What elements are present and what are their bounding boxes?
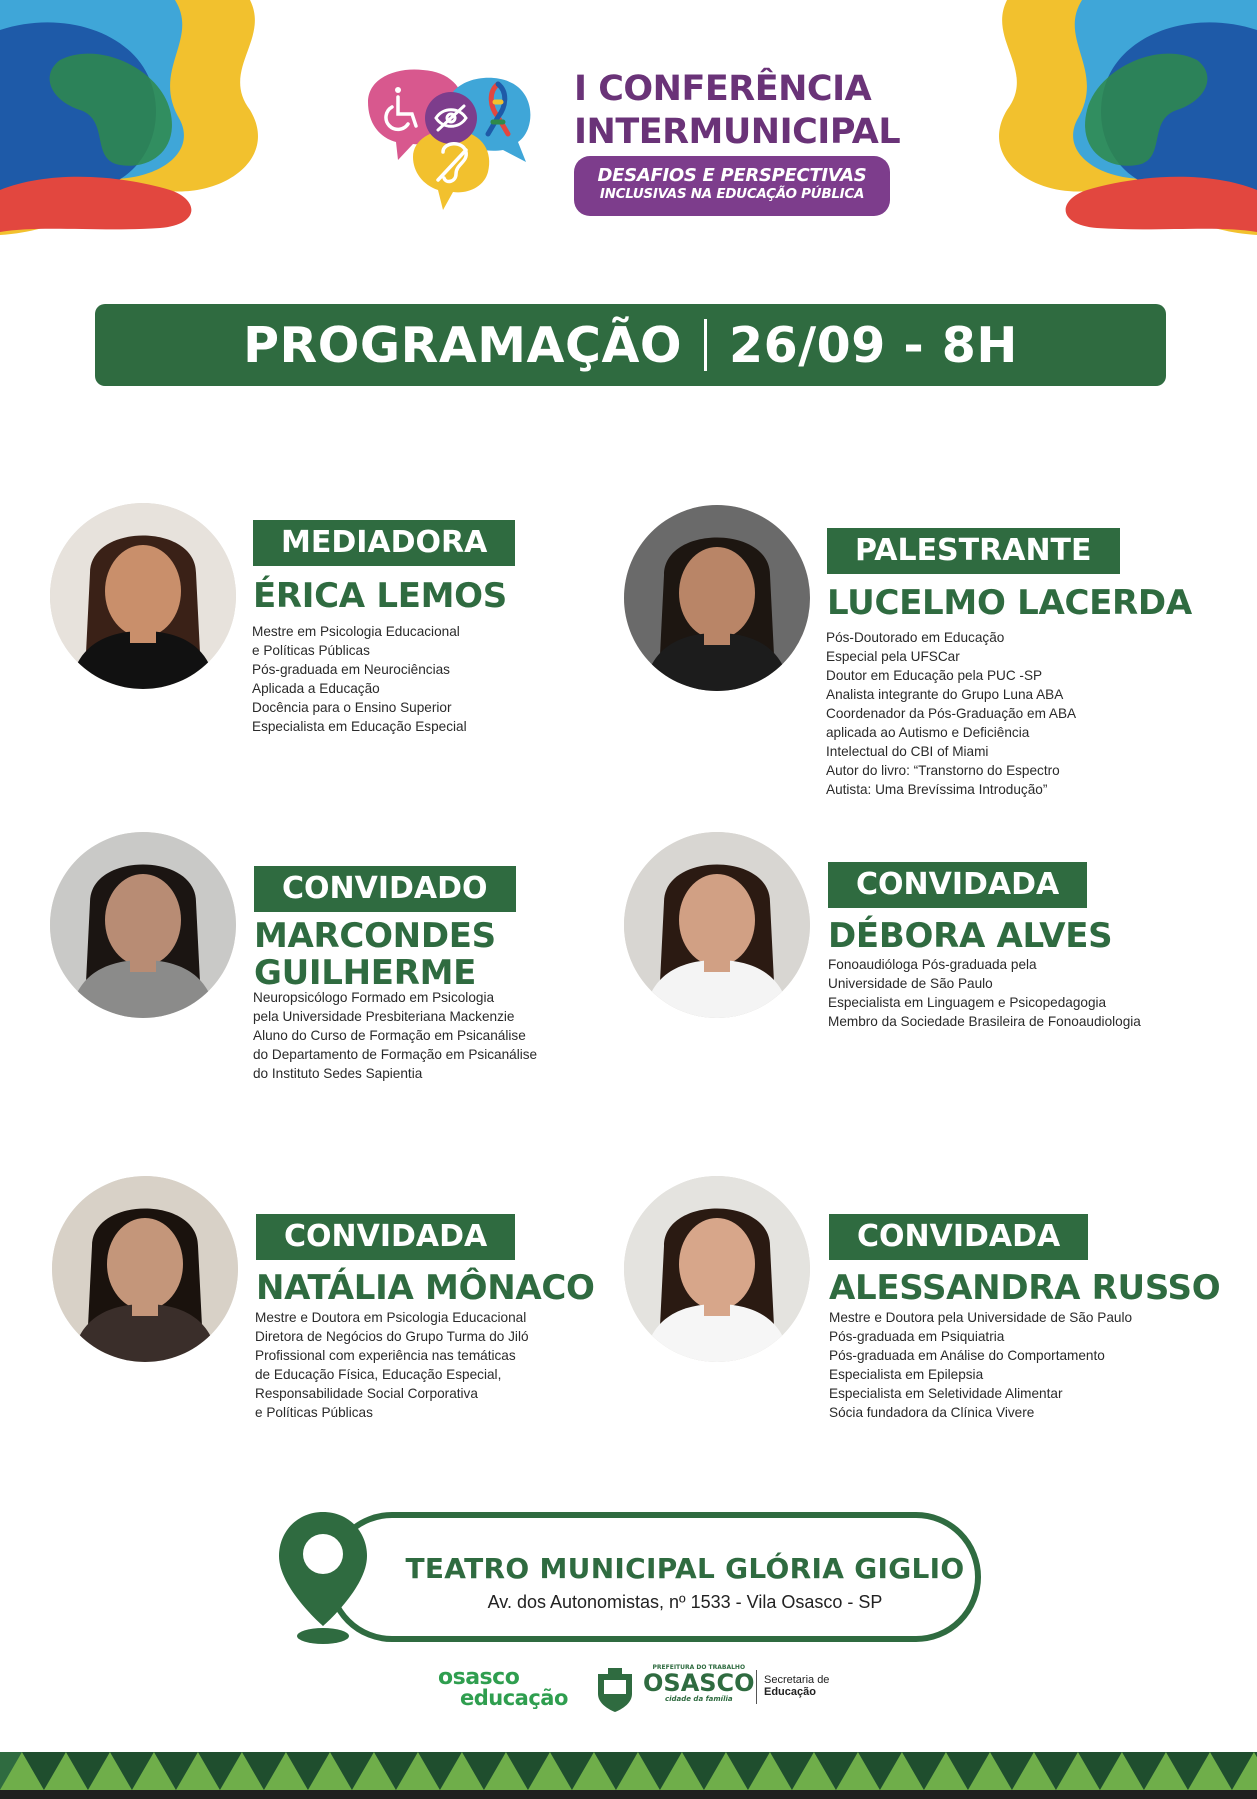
speaker-bio-line: Pós-Doutorado em Educação — [826, 630, 1005, 645]
secretaria-line1: Secretaria de — [764, 1674, 830, 1686]
speaker-bio-line: do Departamento de Formação em Psicanálise — [253, 1047, 538, 1062]
subtitle-line1: DESAFIOS E PERSPECTIVAS — [597, 165, 867, 186]
speaker-photo — [52, 1176, 238, 1362]
speaker-bio — [255, 1308, 529, 1422]
speaker-bio-line: Responsabilidade Social Corporativa — [255, 1386, 478, 1401]
speaker-bio — [252, 622, 467, 736]
speaker-bio — [253, 988, 537, 1083]
osasco-educacao-logo — [438, 1665, 568, 1710]
subtitle-line2: INCLUSIVAS NA EDUCAÇÃO PÚBLICA — [599, 186, 865, 202]
speaker-bio-line: Pós-graduada em Neurociências — [252, 662, 450, 677]
prefeitura-top-text: PREFEITURA DO TRABALHO — [652, 1664, 746, 1671]
speaker-name-line: NATÁLIA MÔNACO — [256, 1268, 595, 1308]
program-separator — [704, 319, 707, 371]
speaker-name — [828, 918, 1112, 955]
speech-bubbles-logo — [358, 62, 548, 222]
speaker-bio-line: Mestre e Doutora pela Universidade de São Paulo — [829, 1310, 1133, 1325]
speaker-name-line: DÉBORA ALVES — [828, 916, 1113, 956]
speaker-role-tag: PALESTRANTE — [827, 528, 1120, 574]
speaker-bio-line: Especialista em Seletividade Alimentar — [829, 1386, 1063, 1401]
speaker-name-line: GUILHERME — [254, 953, 477, 993]
speaker-photo — [50, 503, 236, 689]
conference-logo — [358, 62, 901, 222]
conference-title — [574, 68, 900, 154]
speaker-bio-line: Autor do livro: “Transtorno do Espectro — [826, 763, 1060, 778]
footer-edge — [0, 1790, 1257, 1799]
portrait-image — [624, 832, 810, 1018]
speaker-bio-line: do Instituto Sedes Sapientia — [253, 1066, 423, 1081]
speaker-role-tag: CONVIDADA — [256, 1214, 515, 1260]
speaker-role-tag: CONVIDADA — [828, 862, 1087, 908]
speaker-bio-line: Mestre e Doutora em Psicologia Educacional — [255, 1310, 527, 1325]
speaker-bio — [826, 628, 1076, 799]
footer-logos — [438, 1660, 838, 1720]
speaker-photo — [624, 1176, 810, 1362]
speaker-bio-line: e Políticas Públicas — [252, 643, 370, 658]
city-crest-icon — [590, 1666, 640, 1716]
prefeitura-osasco-logo — [643, 1664, 755, 1703]
decorative-corner-left — [0, 0, 270, 240]
speaker-bio-line: Neuropsicólogo Formado em Psicologia — [253, 990, 495, 1005]
speaker-bio-line: Especialista em Linguagem e Psicopedagogia — [828, 995, 1107, 1010]
speaker-bio-line: pela Universidade Presbiteriana Mackenzie — [253, 1009, 515, 1024]
speaker-bio-line: Profissional com experiência nas temáticas — [255, 1348, 516, 1363]
speaker-bio-line: Membro da Sociedade Brasileira de Fonoaudiologia — [828, 1014, 1141, 1029]
speaker-bio-line: Especialista em Epilepsia — [829, 1367, 984, 1382]
speaker-name-line: ALESSANDRA RUSSO — [829, 1268, 1221, 1308]
secretaria-logo — [764, 1674, 829, 1698]
speaker-role-tag: CONVIDADA — [829, 1214, 1088, 1260]
speaker-bio-line: Universidade de São Paulo — [828, 976, 993, 991]
speaker-bio-line: Mestre em Psicologia Educacional — [252, 624, 460, 639]
speaker-name — [829, 1270, 1220, 1307]
speaker-bio-line: Docência para o Ensino Superior — [252, 700, 452, 715]
conference-title-line2: INTERMUNICIPAL — [574, 112, 901, 152]
program-label: PROGRAMAÇÃO — [243, 316, 683, 374]
speaker-name-line: LUCELMO LACERDA — [827, 583, 1192, 623]
logo-divider — [756, 1670, 757, 1704]
venue-name: TEATRO MUNICIPAL GLÓRIA GIGLIO — [405, 1552, 965, 1585]
portrait-image — [50, 832, 236, 1018]
osasco-educacao-logo-line2: educação — [460, 1686, 568, 1710]
speaker-bio-line: Fonoaudióloga Pós-graduada pela — [828, 957, 1037, 972]
speaker-bio — [829, 1308, 1132, 1422]
speaker-bio-line: Sócia fundadora da Clínica Vivere — [829, 1405, 1035, 1420]
conference-subtitle-badge — [574, 156, 890, 216]
speaker-bio-line: Aplicada a Educação — [252, 681, 380, 696]
speaker-bio-line: de Educação Física, Educação Especial, — [255, 1367, 502, 1382]
speaker-bio-line: Pós-graduada em Psiquiatria — [829, 1329, 1005, 1344]
venue-card — [275, 1508, 981, 1642]
speaker-role-tag: CONVIDADO — [254, 866, 516, 912]
venue-address: Av. dos Autonomistas, nº 1533 - Vila Osasco - SP — [487, 1592, 883, 1612]
speaker-photo — [624, 505, 810, 691]
location-pin-icon — [275, 1508, 371, 1648]
prefeitura-tagline: cidade da família — [664, 1695, 733, 1703]
speaker-bio-line: Doutor em Educação pela PUC -SP — [826, 668, 1043, 683]
speaker-name — [827, 585, 1192, 622]
speaker-photo — [624, 832, 810, 1018]
speaker-role-tag: MEDIADORA — [253, 520, 515, 566]
speaker-bio-line: Pós-graduada em Análise do Comportamento — [829, 1348, 1105, 1363]
footer-pattern-band — [0, 1752, 1257, 1790]
speaker-photo — [50, 832, 236, 1018]
speaker-name — [253, 578, 507, 615]
speaker-name — [254, 918, 496, 992]
portrait-image — [52, 1176, 238, 1362]
speaker-bio-line: Especial pela UFSCar — [826, 649, 960, 664]
program-date-time: 26/09 - 8H — [729, 316, 1018, 374]
portrait-image — [624, 505, 810, 691]
conference-title-line1: I CONFERÊNCIA — [574, 69, 872, 109]
speaker-bio-line: Autista: Uma Brevíssima Introdução” — [826, 782, 1048, 797]
speaker-bio-line: Intelectual do CBI of Miami — [826, 744, 989, 759]
speaker-name — [256, 1270, 595, 1307]
speaker-bio-line: Diretora de Negócios do Grupo Turma do Jiló — [255, 1329, 529, 1344]
speaker-bio — [828, 955, 1141, 1031]
speaker-bio-line: Coordenador da Pós-Graduação em ABA — [826, 706, 1077, 721]
decorative-corner-right — [987, 0, 1257, 240]
osasco-educacao-logo-line1: osasco — [438, 1665, 520, 1690]
speaker-bio-line: e Políticas Públicas — [255, 1405, 373, 1420]
prefeitura-name: OSASCO — [643, 1669, 755, 1697]
speaker-name-line: ÉRICA LEMOS — [253, 576, 507, 616]
program-banner — [95, 304, 1166, 386]
speaker-bio-line: Aluno do Curso de Formação em Psicanálise — [253, 1028, 526, 1043]
speaker-bio-line: aplicada ao Autismo e Deficiência — [826, 725, 1030, 740]
speaker-bio-line: Analista integrante do Grupo Luna ABA — [826, 687, 1064, 702]
portrait-image — [50, 503, 236, 689]
portrait-image — [624, 1176, 810, 1362]
speaker-bio-line: Especialista em Educação Especial — [252, 719, 467, 734]
secretaria-line2: Educação — [764, 1686, 816, 1698]
speaker-name-line: MARCONDES — [254, 916, 496, 956]
